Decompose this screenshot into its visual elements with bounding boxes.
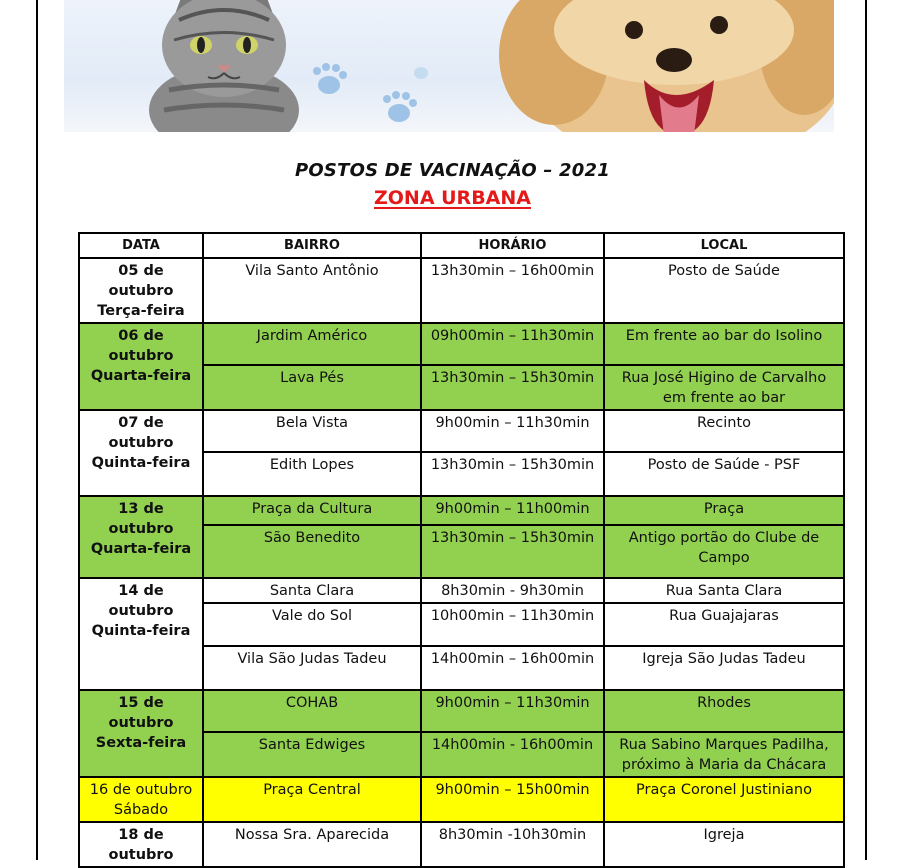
date-month: outubro (108, 521, 174, 537)
local-cell: Rua José Higino de Carvalho em frente ao bar (604, 365, 844, 410)
bairro-cell: Praça da Cultura (203, 496, 421, 525)
date-month: outubro (108, 435, 174, 451)
table-row (79, 323, 844, 365)
date-weekday: Quinta-feira (91, 623, 191, 639)
bairro-cell: Santa Edwiges (203, 732, 421, 777)
local-cell: Rhodes (604, 690, 844, 732)
date-day: 14 de (118, 583, 164, 599)
date-day: 05 de (118, 263, 164, 279)
date-day: 15 de (118, 695, 164, 711)
local-cell: Rua Sabino Marques Padilha, próximo à Maria da Chácara (604, 732, 844, 777)
column-header-bairro: BAIRRO (203, 233, 421, 258)
local-cell: Rua Guajajaras (604, 603, 844, 646)
page-subtitle (0, 187, 905, 209)
page-border-right (865, 0, 867, 860)
pets-banner-image (64, 0, 834, 132)
local-cell: Igreja São Judas Tadeu (604, 646, 844, 690)
bairro-cell: Praça Central (203, 777, 421, 822)
table-row (79, 578, 844, 603)
date-cell (79, 822, 203, 867)
table-row (79, 690, 844, 732)
date-weekday: Sábado (113, 802, 169, 818)
horario-cell: 9h00min – 11h30min (421, 690, 604, 732)
date-month: outubro (108, 348, 174, 364)
table-row (79, 258, 844, 323)
page-title: POSTOS DE VACINAÇÃO – 2021 (295, 160, 610, 181)
date-cell (79, 777, 203, 822)
local-cell: Igreja (604, 822, 844, 867)
column-header-data: DATA (79, 233, 203, 258)
bairro-cell: Vila Santo Antônio (203, 258, 421, 323)
date-cell (79, 410, 203, 496)
date-month: outubro (108, 715, 174, 731)
date-cell (79, 496, 203, 578)
horario-cell: 9h00min – 15h00min (421, 777, 604, 822)
zone-label: ZONA URBANA (373, 187, 531, 209)
paw-prints-decoration (289, 55, 449, 132)
horario-cell: 13h30min – 15h30min (421, 365, 604, 410)
horario-cell: 9h00min – 11h30min (421, 410, 604, 452)
horario-cell: 14h00min - 16h00min (421, 732, 604, 777)
date-cell (79, 258, 203, 323)
table-header-row (79, 233, 844, 258)
bairro-cell: Jardim Américo (203, 323, 421, 365)
local-cell: Posto de Saúde (604, 258, 844, 323)
date-day: 07 de (118, 415, 164, 431)
horario-cell: 14h00min – 16h00min (421, 646, 604, 690)
date-weekday: Quarta-feira (90, 541, 192, 557)
table-row (79, 777, 844, 822)
date-day-month: 16 de outubro (89, 782, 193, 798)
bairro-cell: Bela Vista (203, 410, 421, 452)
date-cell (79, 578, 203, 690)
date-weekday: Quarta-feira (90, 368, 192, 384)
horario-cell: 13h30min – 15h30min (421, 525, 604, 578)
page-border-left (36, 0, 38, 860)
bairro-cell: COHAB (203, 690, 421, 732)
bairro-cell: Edith Lopes (203, 452, 421, 496)
bairro-cell: Vila São Judas Tadeu (203, 646, 421, 690)
dog-illustration (494, 0, 834, 132)
column-header-local: LOCAL (604, 233, 844, 258)
date-weekday: Quinta-feira (91, 455, 191, 471)
local-cell: Recinto (604, 410, 844, 452)
horario-cell: 10h00min – 11h30min (421, 603, 604, 646)
date-cell (79, 690, 203, 777)
bairro-cell: São Benedito (203, 525, 421, 578)
horario-cell: 09h00min – 11h30min (421, 323, 604, 365)
date-month: outubro (108, 603, 174, 619)
date-cell (79, 323, 203, 410)
date-day: 06 de (118, 328, 164, 344)
local-cell: Posto de Saúde - PSF (604, 452, 844, 496)
bairro-cell: Nossa Sra. Aparecida (203, 822, 421, 867)
local-cell: Rua Santa Clara (604, 578, 844, 603)
horario-cell: 13h30min – 16h00min (421, 258, 604, 323)
column-header-horario: HORÁRIO (421, 233, 604, 258)
local-cell: Praça Coronel Justiniano (604, 777, 844, 822)
horario-cell: 13h30min – 15h30min (421, 452, 604, 496)
table-row (79, 496, 844, 525)
date-month: outubro (108, 283, 174, 299)
local-cell: Antigo portão do Clube de Campo (604, 525, 844, 578)
horario-cell: 9h00min – 11h00min (421, 496, 604, 525)
date-day: 13 de (118, 501, 164, 517)
local-cell: Em frente ao bar do Isolino (604, 323, 844, 365)
bairro-cell: Lava Pés (203, 365, 421, 410)
date-weekday: Terça-feira (97, 303, 185, 319)
date-month: outubro (108, 847, 174, 863)
horario-cell: 8h30min - 9h30min (421, 578, 604, 603)
horario-cell: 8h30min -10h30min (421, 822, 604, 867)
vaccination-schedule-table (78, 232, 845, 868)
table-row (79, 822, 844, 867)
date-weekday: Sexta-feira (95, 735, 187, 751)
local-cell: Praça (604, 496, 844, 525)
date-day: 18 de (118, 827, 164, 843)
bairro-cell: Santa Clara (203, 578, 421, 603)
bairro-cell: Vale do Sol (203, 603, 421, 646)
table-row (79, 410, 844, 452)
